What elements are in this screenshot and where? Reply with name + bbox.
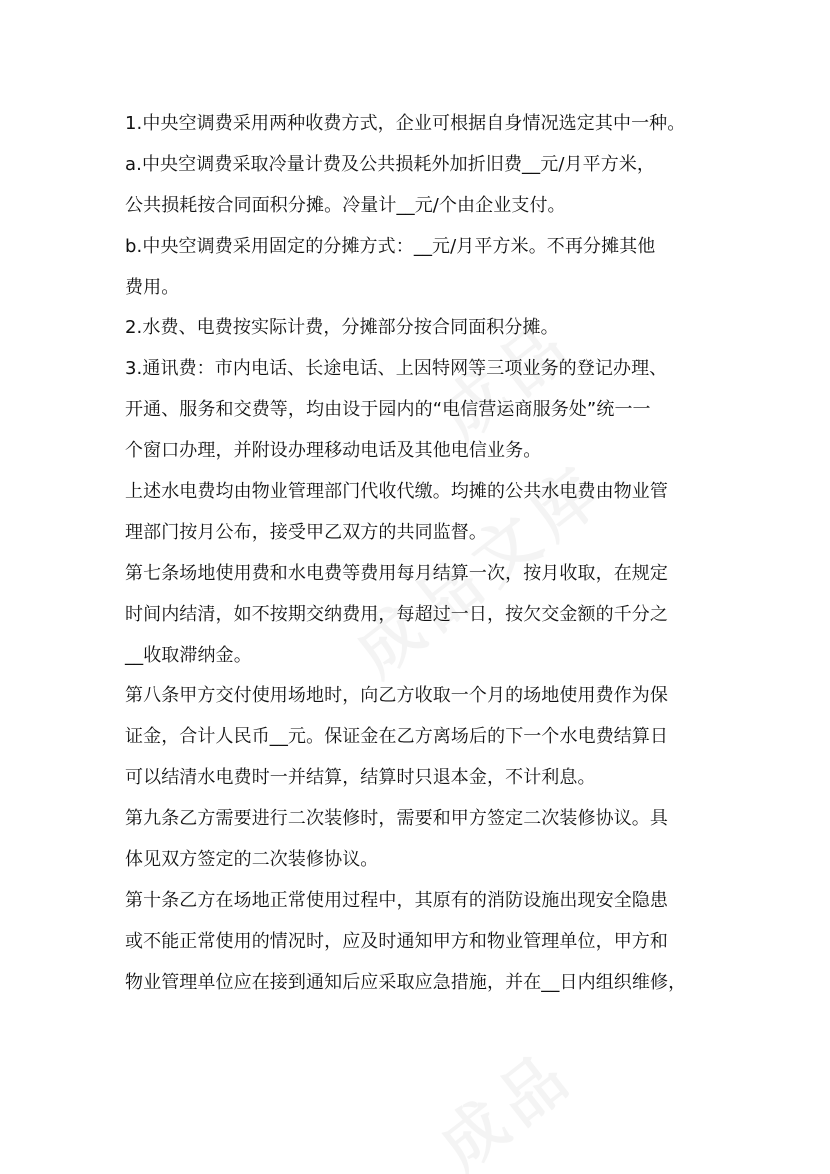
text-line: 2.水费、电费按实际计费，分摊部分按合同面积分摊。 [125, 317, 559, 339]
text-line: 第七条场地使用费和水电费等费用每月结算一次，按月收取，在规定 [125, 562, 668, 584]
text-line: 或不能正常使用的情况时，应及时通知甲方和物业管理单位，甲方和 [125, 930, 668, 952]
text-line: 第九条乙方需要进行二次装修时，需要和甲方签定二次装修协议。具 [125, 808, 668, 830]
text-line: a.中央空调费采取冷量计费及公共损耗外加折旧费__元/月平方米， [125, 153, 656, 175]
text-line: 证金，合计人民币__元。保证金在乙方离场后的下一个水电费结算日 [125, 726, 669, 748]
text-line: 上述水电费均由物业管理部门代收代缴。均摊的公共水电费由物业管 [125, 481, 668, 503]
text-line: 公共损耗按合同面积分摊。冷量计__元/个由企业支付。 [125, 194, 566, 216]
text-line: 可以结清水电费时一并结算，结算时只退本金，不计利息。 [125, 767, 596, 789]
watermark [417, 1024, 590, 1174]
text-line: 第八条甲方交付使用场地时，向乙方收取一个月的场地使用费作为保 [125, 685, 668, 707]
text-line: 体见双方签定的二次装修协议。 [125, 849, 379, 871]
text-line: 理部门按月公布，接受甲乙双方的共同监督。 [125, 521, 487, 543]
text-line: __收取滞纳金。 [125, 644, 252, 666]
text-line: 1.中央空调费采用两种收费方式，企业可根据自身情况选定其中一种。 [125, 113, 686, 134]
text-line: 物业管理单位应在接到通知后应采取应急措施，并在__日内组织维修， [125, 971, 687, 993]
text-line: 3.通讯费：市内电话、长途电话、上因特网等三项业务的登记办理、 [125, 358, 668, 380]
text-line: 开通、服务和交费等，均由设于园内的“电信营运商服务处”统一一 [125, 399, 651, 421]
text-line: 费用。 [125, 276, 180, 298]
text-line: b.中央空调费采用固定的分摊方式：__元/月平方米。不再分摊其他 [125, 235, 656, 257]
document-body [125, 104, 725, 1004]
text-line: 时间内结清，如不按期交纳费用，每超过一日，按欠交金额的千分之 [125, 603, 668, 625]
text-line: 个窗口办理，并附设办理移动电话及其他电信业务。 [125, 440, 542, 462]
text-line: 第十条乙方在场地正常使用过程中，其原有的消防设施出现安全隐患 [125, 889, 668, 911]
